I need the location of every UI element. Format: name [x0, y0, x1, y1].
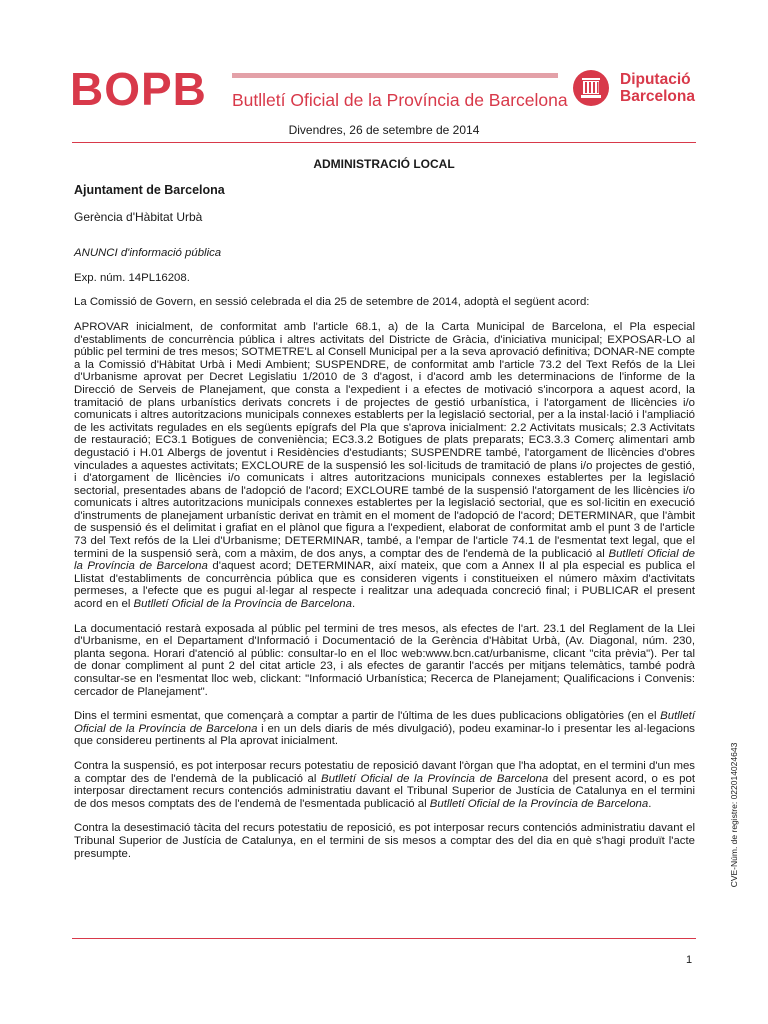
tacit-dismissal-paragraph: Contra la desestimació tàcita del recurs potestatiu de reposició, es pot interposar recurs contenciós administratiu davant el Tribunal Superior de Justícia de Catalunya, en el termini de sis mesos a comptar des del dia en què s'hagi produït l'acte presumpte.: [74, 822, 695, 860]
date-divider: [72, 142, 696, 143]
text-segment: Contra la suspensió, es pot interposar recurs potestatiu de reposició davant l'òrgan que l'ha adoptat, en el termini d'un mes a comptar des de l'endemà de la publicació al: [74, 759, 695, 785]
diputacio-wordmark: [620, 71, 695, 105]
notice-body: [74, 184, 695, 872]
bulletin-reference: Butlletí Oficial de la Província de Barcelona: [133, 598, 352, 611]
text-segment: d'aquest acord; DETERMINAR, així mateix, que com a Annex II al pla especial es publica el Llistat d'establiments de concurrència pública que es consideren vigents i constitueixen el número màxim d'activitats permeses, a l'efecte que es pugui al·legar al respecte i realitzar una adequada concreció final; i PUBLICAR el present acord en el: [74, 560, 695, 611]
resolution-paragraph: [74, 321, 695, 611]
text-segment: .: [351, 598, 356, 611]
bulletin-reference: Butlletí Oficial de la Província de Barcelona: [321, 772, 549, 785]
org-line-2: Barcelona: [620, 88, 695, 105]
registry-number: CVE-Núm. de registre: 022014024643: [729, 742, 739, 888]
notice-type: ANUNCI d'informació pública: [74, 247, 222, 260]
header-rule: [232, 73, 558, 78]
text-segment: Dins el termini esmentat, que començarà a comptar a partir de l'última de les dues publicacions obligatòries (en el: [74, 710, 661, 723]
section-title: ADMINISTRACIÓ LOCAL: [313, 157, 455, 171]
bulletin-reference: Butlletí Oficial de la Província de Barcelona: [74, 547, 695, 573]
publication-date: Divendres, 26 de setembre de 2014: [288, 123, 480, 137]
organization-name: Ajuntament de Barcelona: [74, 183, 225, 197]
text-segment: i en un dels diaris de més divulgació), podeu examinar-lo i presentar les al·legacions que considereu pertinents al Pla aprovat inicialment.: [74, 722, 695, 748]
bulletin-title: Butlletí Oficial de la Província de Barcelona: [232, 90, 568, 110]
bulletin-reference: Butlletí Oficial de la Província de Barcelona: [429, 797, 649, 810]
bopb-acronym: BOPB: [70, 63, 207, 115]
footer-divider: [72, 938, 696, 939]
exhibition-paragraph: La documentació restarà exposada al públic pel termini de tres mesos, als efectes de l'art. 23.1 del Reglament de la Llei d'Urbanisme, en el Departament d'Informació i Documentació de la Gerència d'Hàbitat Urbà, (Av. Diagonal, núm. 230, planta segona. Horari d'atenció al públic: consultar-lo en el lloc web:www.bcn.cat/urbanisme, clicant "cita prèvia"). Per tal de donar compliment al punt 2 del citat article 23, i als efectes de garantir l'accés per mitjans telemàtics, també podrà consultar-se en l'esmentat lloc web, clickant: "Informació Urbanística; Recerca de Planejament; Qualificacions i Convenis: cercador de Planejament".: [74, 622, 695, 698]
text-segment: del present acord, o es pot interposar directament recurs contenciós administratiu davant el Tribunal Superior de Justícia de Catalunya en el termini de dos mesos comptats des de l'endemà de l'esmentada publicació al: [74, 772, 695, 810]
diputacio-logo-icon: [572, 69, 610, 107]
expedient-number: Exp. núm. 14PL16208.: [74, 271, 190, 284]
registry-side-text: [727, 730, 741, 900]
document-header: [0, 0, 768, 120]
appeal-paragraph: [74, 760, 695, 810]
department-name: Gerència d'Hàbitat Urbà: [74, 209, 203, 224]
text-segment: APROVAR inicialment, de conformitat amb l'article 68.1, a) de la Carta Municipal de Barcelona, el Pla especial d'establiments de concurrència pública i altres activitats del Districte de Gràcia, d'iniciativa municipal; EXPOSAR-LO al públic pel termini de tres mesos; SOTMETRE'L al Consell Municipal per a la seva aprovació definitiva; DONAR-NE compte a la Comissió d'Hàbitat Urbà i Medi Ambient; SUSPENDRE, de conformitat amb l'article 73.2 del Text Refós de la Llei d'Urbanisme aprovat per Decret Legislatiu 1/2010 de 3 d'agost, i d'acord amb les determinacions de l'informe de la Direcció de Serveis de Planejament, que consta a l'expedient i a efectes de motivació s'incorpora a aquest acord, la tramitació de plans urbanístics derivats concrets i de projectes de gestió urbanística, i l'atorgament de llicències i/o comunicats i altres autoritzacions municipals connexes establerts per la legislació sectorial, per a la instal·lació i l'ampliació de les activitats regulades en els següents epígrafs del Pla que s'aprova inicialment: 2.2 Activitats musicals; 2.3 Activitats de restauració; EC3.1 Botigues de conveniència; EC3.3.2 Botigues de plats preparats; EC3.3.3 Comerç alimentari amb degustació i H.01 Albergs de joventut i Residències d'estudiants; SUSPENDRE també, l'atorgament de llicències d'obres vinculades a aquestes activitats; EXCLOURE de la suspensió les sol·licituds de tramitació de plans i/o projectes de gestió, i d'atorgament de llicències i/o comunicats i altres autoritzacions municipals connexes establertes per la legislació sectorial, presentades abans de l'adopció de l'acord; EXCLOURE també de la suspensió l'atorgament de les llicències i/o comunicats i altres autoritzacions municipals connexes establertes per la legislació sectorial, que es sol·licitin en execució d'instruments de planejament urbanístic derivat en tràmit en el moment de l'adopció de l'acord; DETERMINAR, que l'àmbit de suspensió és el delimitat i grafiat en el plànol que figura a l'expedient, elaborat de conformitat amb el punt 3 de l'article 73 del Text refós de la Llei d'Urbanisme; DETERMINAR, també, a l'empar de l'article 74.1 de l'esmentat text legal, que el termini de la suspensió serà, com a màxim, de dos anys, a comptar des de l'endemà de la publicació al: [74, 320, 695, 560]
bulletin-reference: Butlletí Oficial de la Província de Barcelona: [74, 710, 695, 735]
org-line-1: Diputació: [620, 71, 691, 88]
text-segment: .: [648, 797, 652, 810]
intro-paragraph: La Comissió de Govern, en sessió celebrada el dia 25 de setembre de 2014, adoptà el següent acord:: [74, 296, 590, 309]
allegations-paragraph: [74, 710, 695, 748]
page-number: 1: [686, 954, 693, 966]
